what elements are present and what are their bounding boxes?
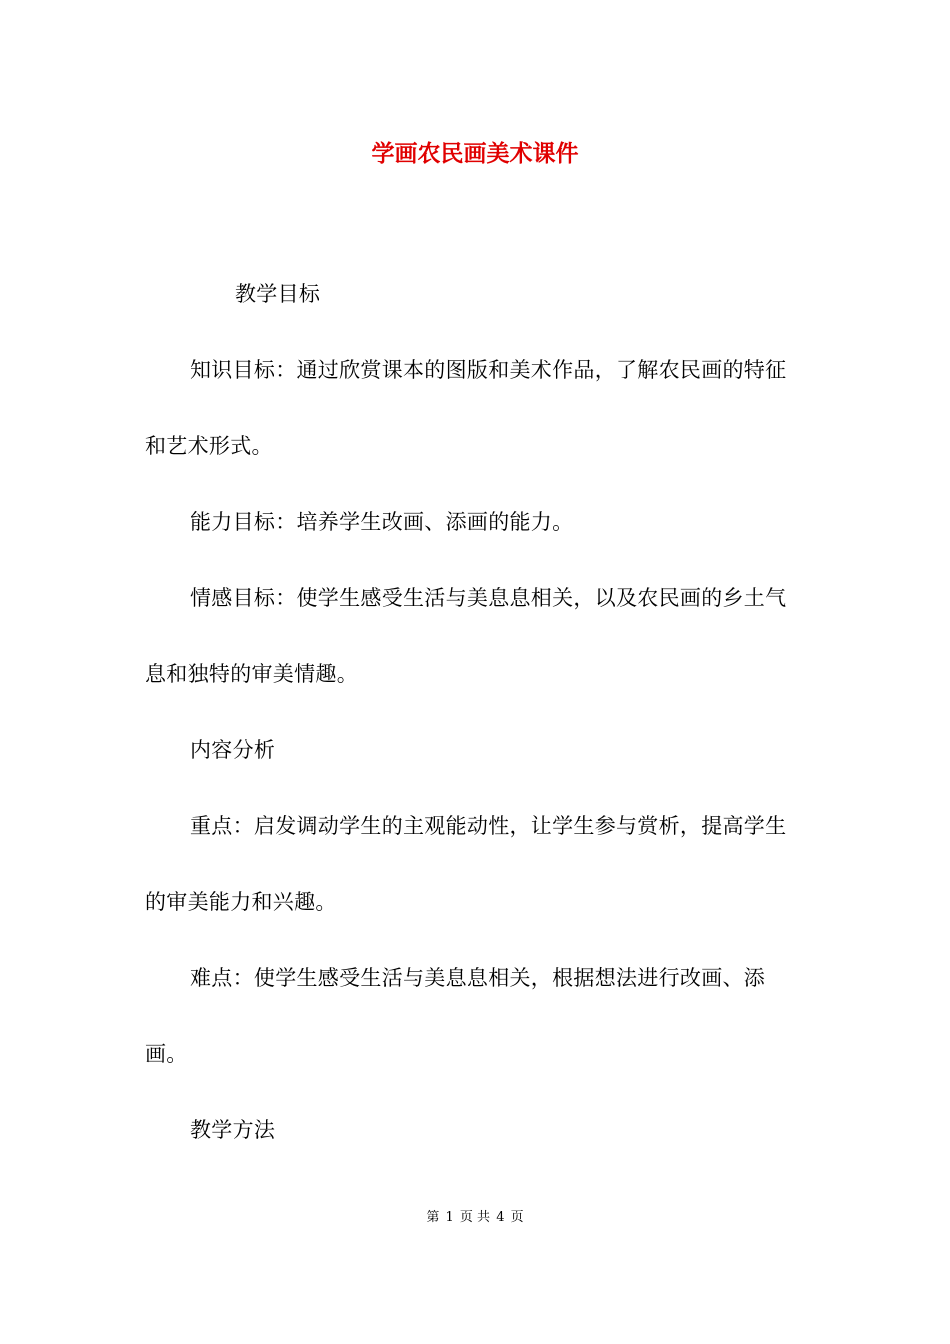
paragraph-knowledge-goal: 知识目标：通过欣赏课本的图版和美术作品，了解农民画的特征和艺术形式。 [145, 358, 787, 458]
footer-prefix: 第 [426, 1210, 440, 1225]
paragraph-key-point: 重点：启发调动学生的主观能动性，让学生参与赏析，提高学生的审美能力和兴趣。 [145, 814, 787, 914]
section-heading-content-analysis: 内容分析 [190, 738, 276, 762]
section-heading-teaching-method: 教学方法 [190, 1118, 276, 1142]
footer-suffix: 页 [510, 1210, 524, 1225]
footer-total-pages: 4 [496, 1210, 505, 1225]
page-footer [0, 1208, 950, 1228]
section-heading-teaching-goals: 教学目标 [235, 282, 321, 306]
paragraph-ability-goal: 能力目标：培养学生改画、添画的能力。 [190, 510, 574, 534]
paragraph-emotion-goal: 情感目标：使学生感受生活与美息息相关，以及农民画的乡土气息和独特的审美情趣。 [145, 586, 787, 686]
footer-middle: 页 共 [459, 1210, 491, 1225]
paragraph-difficult-point: 难点：使学生感受生活与美息息相关，根据想法进行改画、添画。 [145, 966, 766, 1066]
footer-page-number: 1 [445, 1210, 454, 1225]
document-title: 学画农民画美术课件 [371, 140, 579, 167]
